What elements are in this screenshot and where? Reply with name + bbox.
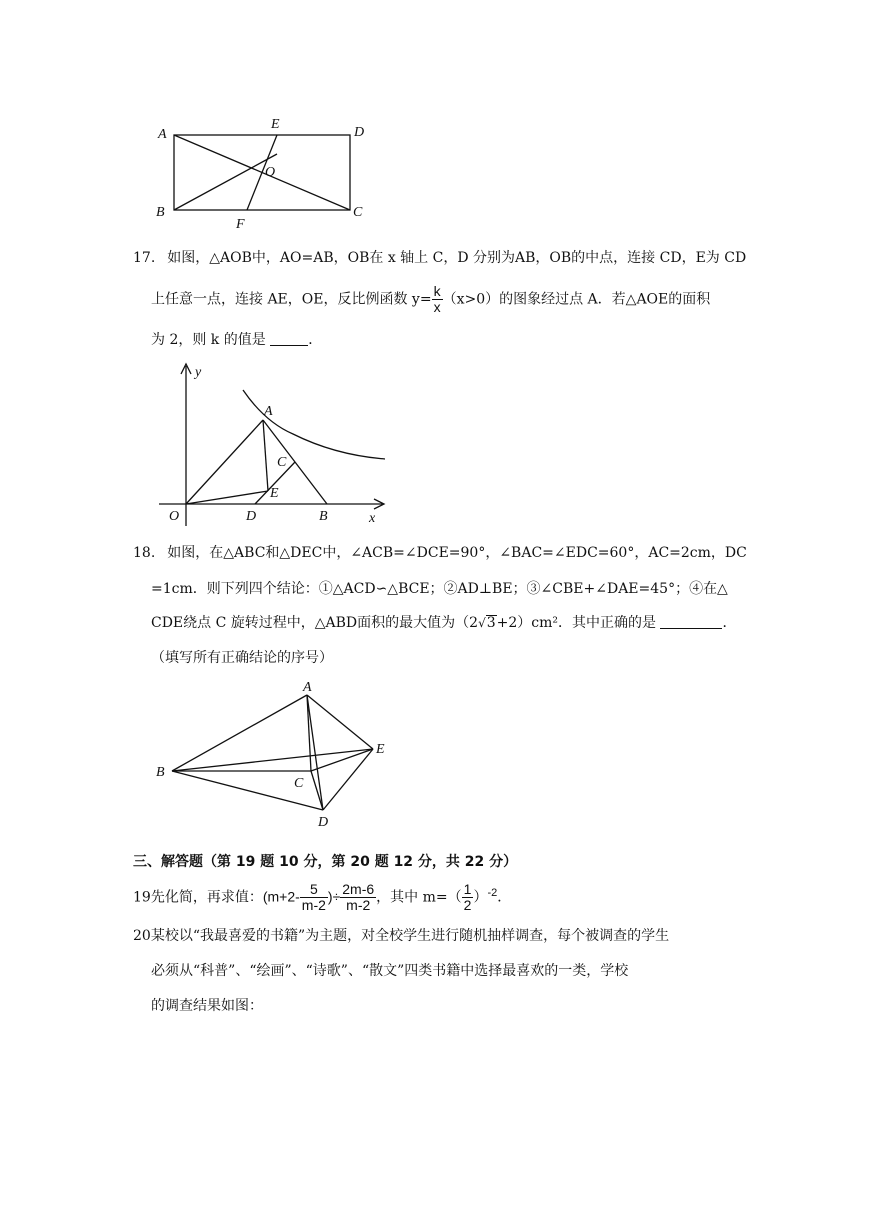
q19-frac-2m-6-over-m-2	[340, 882, 376, 913]
frac-den: x	[433, 299, 441, 315]
sqrt-sign: √	[478, 616, 486, 630]
q18-line1	[133, 543, 747, 563]
label-o: O	[169, 509, 180, 524]
label-e: E	[270, 486, 279, 501]
figure-rectangle	[150, 112, 380, 237]
q18-line3	[151, 613, 736, 633]
segment-ae	[307, 695, 373, 749]
label-d: D	[246, 509, 257, 524]
q17-fraction-k-over-x	[432, 284, 443, 315]
label-f: F	[236, 217, 245, 232]
q18-text-4: （填写所有正确结论的序号）	[151, 650, 333, 666]
q17-text-3: 为 2，则 k 的值是	[151, 332, 266, 348]
q20-text-3: 的调查结果如图：	[151, 998, 263, 1014]
q19-frac-1-over-2	[462, 882, 474, 913]
segment-bo	[174, 154, 277, 210]
label-e: E	[376, 742, 385, 757]
q17-number: 17.	[133, 250, 156, 266]
segment-oa	[186, 420, 263, 504]
q18-text-3b: +2）cm²．其中正确的是	[496, 615, 657, 631]
answer-blank	[660, 614, 722, 629]
q19-lead: 先化简，再求值：	[150, 889, 263, 906]
frac-num: 2m-6	[342, 881, 375, 897]
label-a: A	[303, 680, 312, 695]
segment-ba	[172, 695, 307, 771]
q19-exponent: -2	[487, 886, 498, 899]
segment-oe	[186, 491, 268, 504]
label-x: x	[369, 511, 376, 526]
frac-den: 2	[463, 897, 472, 913]
q19-number: 19	[133, 889, 151, 906]
section-three-heading: 三、解答题（第 19 题 10 分，第 20 题 12 分，共 22 分）	[133, 854, 518, 870]
q19-frac-5-over-m-2	[300, 882, 328, 913]
label-c: C	[353, 205, 363, 220]
label-e: E	[271, 117, 280, 132]
q18-text-3a: CDE绕点 C 旋转过程中，△ABD面积的最大值为（2	[151, 615, 479, 631]
q18-line4	[151, 648, 333, 668]
q17-text-2a: 上任意一点，连接 AE，OE，反比例函数 y=	[151, 291, 432, 308]
q17-text-2b: （x>0）的图象经过点 A．若△AOE的面积	[442, 291, 711, 308]
q17-line1	[133, 248, 746, 268]
label-a: A	[158, 127, 167, 142]
q17-line3	[151, 330, 322, 350]
frac-den: m-2	[301, 897, 326, 913]
label-o: O	[265, 165, 276, 180]
sqrt-radicand: 3	[486, 615, 496, 631]
q18-line2	[151, 579, 728, 599]
label-d: D	[354, 125, 365, 140]
q19-line	[133, 882, 511, 913]
q20-line1	[133, 926, 669, 946]
figure-coordinate-graph	[155, 360, 395, 530]
label-b: B	[156, 205, 165, 220]
label-y: y	[195, 365, 202, 380]
q18-text-1: 如图，在△ABC和△DEC中，∠ACB=∠DCE=90°，∠BAC=∠EDC=60°，AC=2cm，DC	[167, 545, 747, 561]
q19-expr-a: (m+2-	[262, 888, 300, 905]
label-c: C	[294, 776, 304, 791]
frac-num: 5	[300, 882, 328, 898]
q20-text-2: 必须从“科普”、“绘画”、“诗歌”、“散文”四类书籍中选择最喜欢的一类，学校	[151, 963, 629, 979]
q17-end: ．	[308, 332, 323, 348]
figure-rectangle-lines	[174, 135, 350, 210]
frac-den: m-2	[346, 897, 371, 913]
label-b: B	[319, 509, 328, 524]
segment-cd	[311, 771, 323, 810]
q18-text-2: =1cm．则下列四个结论：①△ACD∽△BCE；②AD⊥BE；③∠CBE+∠DAE=45°；④在△	[151, 581, 728, 597]
answer-blank	[270, 331, 308, 346]
frac-num: k	[433, 283, 441, 299]
q20-line3	[151, 996, 263, 1016]
q18-number: 18.	[133, 545, 156, 561]
label-b: B	[156, 765, 165, 780]
figure-triangles	[150, 675, 400, 835]
q17-text-1: 如图，△AOB中，AO=AB，OB在 x 轴上 C，D 分别为AB，OB的中点，连接 CD，E为 CD	[167, 250, 747, 266]
q17-line2	[151, 284, 710, 315]
q19-tail: ，其中 m=（	[376, 889, 462, 906]
q18-end: ．	[722, 615, 737, 631]
q20-line2	[151, 961, 628, 981]
segment-ae	[263, 420, 268, 491]
q19-end: ．	[497, 889, 512, 906]
label-a: A	[264, 404, 273, 419]
label-d: D	[318, 815, 329, 830]
q19-tail2: ）	[473, 889, 488, 906]
q20-number: 20	[133, 928, 151, 944]
q19-expr-b: )÷	[327, 888, 341, 905]
hyperbola-curve	[243, 390, 385, 459]
q20-text-1: 某校以“我最喜爱的书籍”为主题，对全校学生进行随机抽样调查，每个被调查的学生	[150, 928, 670, 944]
label-c: C	[277, 455, 287, 470]
frac-num: 1	[463, 881, 472, 897]
